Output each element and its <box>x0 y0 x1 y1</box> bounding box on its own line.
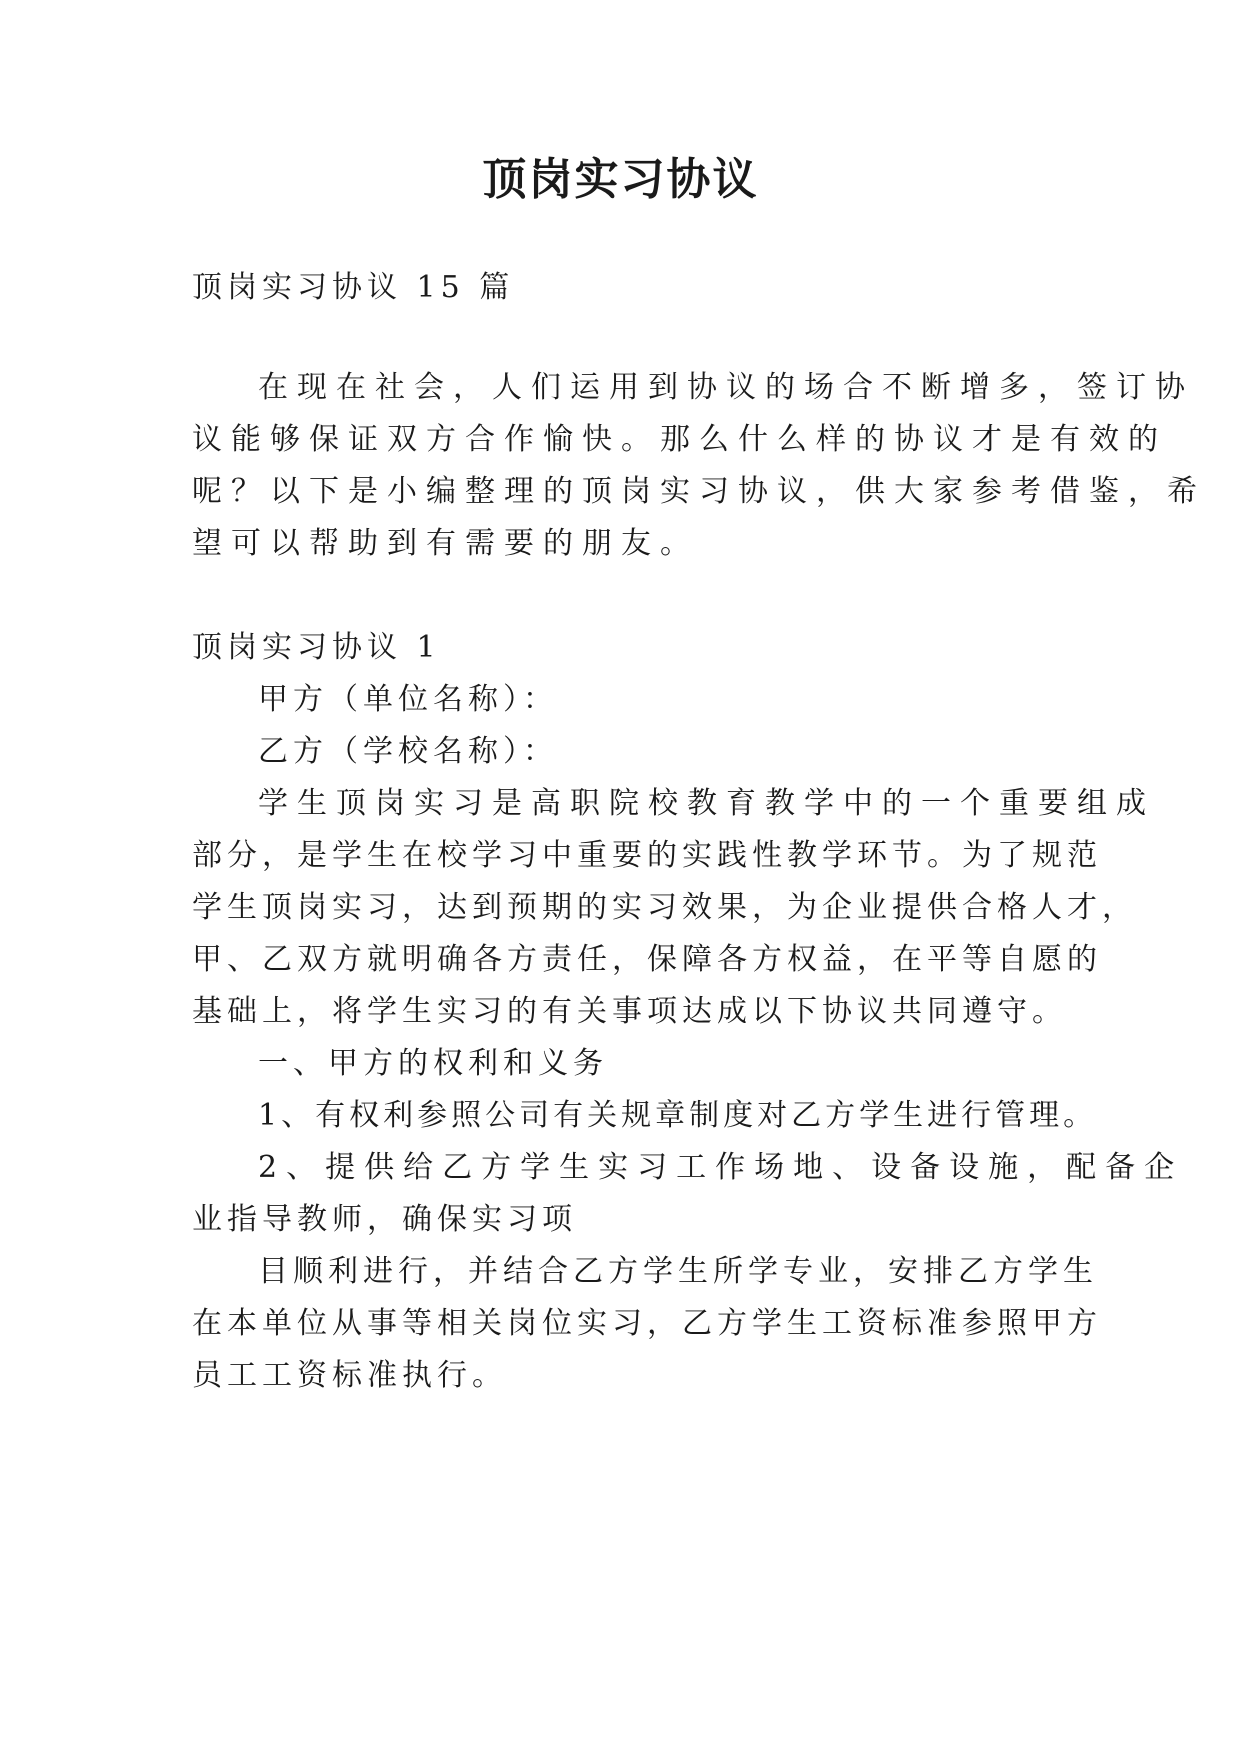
clause-2-cont-line: 目顺利进行，并结合乙方学生所学专业，安排乙方学生 <box>258 1254 1098 1289</box>
preamble-line: 学生顶岗实习，达到预期的实习效果，为企业提供合格人才， <box>192 890 1137 925</box>
document-subtitle: 顶岗实习协议 15 篇 <box>192 270 515 305</box>
intro-line: 议能够保证双方合作愉快。那么什么样的协议才是有效的 <box>192 422 1167 457</box>
document-title: 顶岗实习协议 <box>482 154 759 205</box>
intro-line: 在现在社会，人们运用到协议的场合不断增多，签订协 <box>258 370 1194 405</box>
clause-2-line: 业指导教师，确保实习项 <box>192 1202 577 1237</box>
clause-2-cont-line: 员工工资标准执行。 <box>192 1358 507 1393</box>
clause-2-cont-line: 在本单位从事等相关岗位实习，乙方学生工资标准参照甲方 <box>192 1306 1102 1341</box>
party-b-label: 乙方（学校名称）： <box>258 734 558 769</box>
intro-line: 呢？以下是小编整理的顶岗实习协议，供大家参考借鉴，希 <box>192 474 1206 509</box>
party-a-label: 甲方（单位名称）： <box>258 682 558 717</box>
preamble-line: 部分，是学生在校学习中重要的实践性教学环节。为了规范 <box>192 838 1102 873</box>
preamble-line: 基础上，将学生实习的有关事项达成以下协议共同遵守。 <box>192 994 1067 1029</box>
clause-2-line: 2、提供给乙方学生实习工作场地、设备设施，配备企 <box>258 1150 1184 1185</box>
clause-heading: 一、甲方的权利和义务 <box>258 1046 608 1081</box>
section-heading: 顶岗实习协议 1 <box>192 630 441 665</box>
intro-line: 望可以帮助到有需要的朋友。 <box>192 526 699 561</box>
clause-1: 1、有权利参照公司有关规章制度对乙方学生进行管理。 <box>258 1098 1098 1133</box>
preamble-line: 甲、乙双方就明确各方责任，保障各方权益，在平等自愿的 <box>192 942 1102 977</box>
preamble-line: 学生顶岗实习是高职院校教育教学中的一个重要组成 <box>258 786 1155 821</box>
